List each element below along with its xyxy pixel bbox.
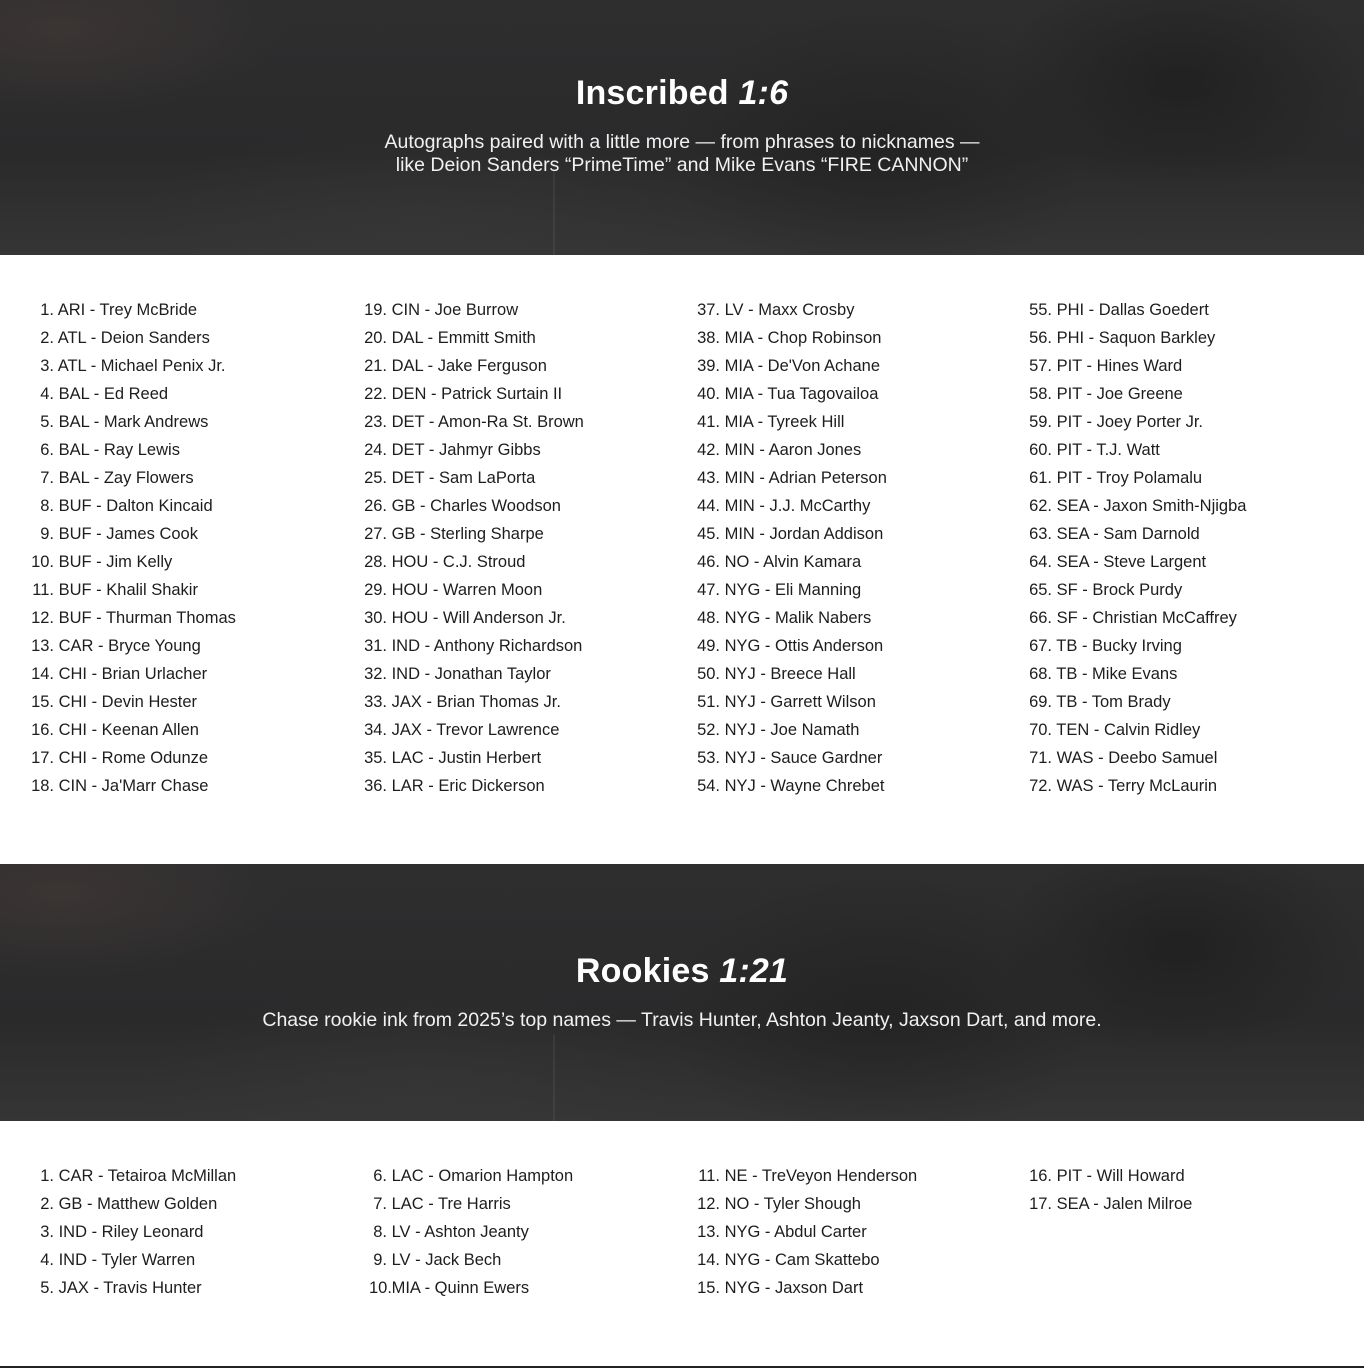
checklist-item <box>359 436 679 464</box>
checklist-item-number: 50. <box>697 665 720 683</box>
checklist-item-number: 8. <box>40 497 54 515</box>
inscribed-ratio: 1:6 <box>738 74 789 112</box>
checklist-item-player: DET - Amon-Ra St. Brown <box>391 413 584 431</box>
checklist-item-player: TB - Bucky Irving <box>1056 637 1182 655</box>
checklist-item-player: MIA - De'Von Achane <box>724 357 881 375</box>
checklist-item <box>26 296 346 324</box>
checklist-item <box>1024 436 1344 464</box>
checklist-item-player: NYJ - Wayne Chrebet <box>724 777 885 795</box>
checklist-item-player: IND - Tyler Warren <box>58 1251 196 1269</box>
checklist-item-number: 51. <box>697 693 720 711</box>
checklist-item-number: 46. <box>697 553 720 571</box>
checklist-item-player: MIN - Aaron Jones <box>724 441 862 459</box>
checklist-item-number: 34. <box>364 721 387 739</box>
checklist-item-number: 5. <box>40 1279 54 1297</box>
checklist-item-number: 68. <box>1029 665 1052 683</box>
checklist-item-player: ATL - Michael Penix Jr. <box>57 357 226 375</box>
checklist-item <box>1024 464 1344 492</box>
checklist-item-player: HOU - Will Anderson Jr. <box>391 609 566 627</box>
checklist-item <box>26 548 346 576</box>
checklist-item-number: 1. <box>40 1167 54 1185</box>
checklist-item-number: 31. <box>364 637 387 655</box>
checklist-item <box>692 1162 1012 1190</box>
checklist-item <box>1024 324 1344 352</box>
checklist-item-number: 60. <box>1029 441 1052 459</box>
checklist-item-number: 67. <box>1029 637 1052 655</box>
checklist-item <box>26 632 346 660</box>
checklist-item-number: 20. <box>364 329 387 347</box>
checklist-item-number: 44. <box>697 497 720 515</box>
checklist-item-number: 17. <box>1029 1195 1052 1213</box>
inscribed-subtitle-line-2: like Deion Sanders “PrimeTime” and Mike Evans “FIRE CANNON” <box>395 154 969 176</box>
checklist-item-player: BUF - Khalil Shakir <box>58 581 198 599</box>
checklist-item-number: 3. <box>40 1223 54 1241</box>
inscribed-subtitle-line-1: Autographs paired with a little more — from phrases to nicknames — <box>384 131 980 153</box>
inscribed-title-text: Inscribed <box>575 74 729 112</box>
checklist-item-number: 16. <box>31 721 54 739</box>
checklist-item-number: 7. <box>373 1195 387 1213</box>
checklist-item <box>692 380 1012 408</box>
checklist-item-player: DET - Jahmyr Gibbs <box>391 441 541 459</box>
checklist-item-number: 57. <box>1029 357 1052 375</box>
checklist-item-player: GB - Charles Woodson <box>391 497 561 515</box>
checklist-item <box>26 520 346 548</box>
checklist-item <box>692 660 1012 688</box>
checklist-item-player: JAX - Trevor Lawrence <box>391 721 560 739</box>
rookies-column-1 <box>26 1162 346 1302</box>
checklist-item-player: CIN - Joe Burrow <box>391 301 519 319</box>
checklist-item-player: CAR - Bryce Young <box>58 637 201 655</box>
inscribed-title <box>0 73 1364 113</box>
checklist-item <box>359 548 679 576</box>
rookies-column-2 <box>359 1162 679 1302</box>
checklist-item-number: 49. <box>697 637 720 655</box>
checklist-item-player: LV - Maxx Crosby <box>724 301 855 319</box>
checklist-item-player: SF - Christian McCaffrey <box>1056 609 1237 627</box>
rookies-title <box>0 951 1364 991</box>
checklist-item-number: 23. <box>364 413 387 431</box>
checklist-item-number: 56. <box>1029 329 1052 347</box>
checklist-item-number: 53. <box>697 749 720 767</box>
checklist-item-number: 52. <box>697 721 720 739</box>
checklist-item-number: 30. <box>364 609 387 627</box>
checklist-item-number: 66. <box>1029 609 1052 627</box>
checklist-item-number: 21. <box>364 357 387 375</box>
checklist-item <box>26 576 346 604</box>
checklist-item-player: NO - Tyler Shough <box>724 1195 861 1213</box>
checklist-item-player: WAS - Deebo Samuel <box>1056 749 1218 767</box>
checklist-item-player: BAL - Ray Lewis <box>58 441 180 459</box>
checklist-item-number: 33. <box>364 693 387 711</box>
checklist-item-number: 14. <box>31 665 54 683</box>
checklist-item-player: PIT - Hines Ward <box>1056 357 1183 375</box>
checklist-item-player: CAR - Tetairoa McMillan <box>58 1167 237 1185</box>
checklist-item-player: MIA - Quinn Ewers <box>391 1279 530 1297</box>
checklist-item <box>1024 296 1344 324</box>
checklist-item-player: NYJ - Breece Hall <box>724 665 856 683</box>
checklist-item-number: 11. <box>32 581 54 599</box>
checklist-item-number: 22. <box>364 385 387 403</box>
checklist-item-number: 37. <box>697 301 720 319</box>
checklist-item-number: 9. <box>373 1251 387 1269</box>
checklist-item-number: 14. <box>697 1251 720 1269</box>
checklist-item-number: 48. <box>697 609 720 627</box>
checklist-item <box>692 1246 1012 1274</box>
checklist-item <box>359 492 679 520</box>
checklist-item <box>359 660 679 688</box>
checklist-item-player: SEA - Sam Darnold <box>1056 525 1200 543</box>
checklist-item-number: 10. <box>31 553 54 571</box>
checklist-item-player: HOU - Warren Moon <box>391 581 543 599</box>
checklist-item-number: 4. <box>40 385 54 403</box>
checklist-item-player: MIA - Tua Tagovailoa <box>724 385 879 403</box>
checklist-item <box>692 520 1012 548</box>
checklist-item <box>26 324 346 352</box>
rookies-title-text: Rookies <box>575 952 710 990</box>
checklist-item <box>1024 604 1344 632</box>
checklist-item-player: ATL - Deion Sanders <box>57 329 210 347</box>
checklist-item-player: LAC - Justin Herbert <box>391 749 542 767</box>
checklist-item-player: ARI - Trey McBride <box>57 301 198 319</box>
checklist-item-player: LAR - Eric Dickerson <box>391 777 545 795</box>
checklist-item <box>359 520 679 548</box>
checklist-item <box>359 772 679 800</box>
checklist-item-player: IND - Jonathan Taylor <box>391 665 551 683</box>
inscribed-column-4 <box>1024 296 1344 800</box>
checklist-item-number: 47. <box>697 581 720 599</box>
checklist-item-player: GB - Sterling Sharpe <box>391 525 544 543</box>
checklist-item <box>26 380 346 408</box>
checklist-item-number: 72. <box>1029 777 1052 795</box>
checklist-item <box>26 408 346 436</box>
checklist-item <box>359 1246 679 1274</box>
checklist-item <box>26 1190 346 1218</box>
checklist-item <box>26 1274 346 1302</box>
checklist-item <box>1024 632 1344 660</box>
checklist-item-player: PHI - Dallas Goedert <box>1056 301 1209 319</box>
checklist-item <box>692 296 1012 324</box>
checklist-item-player: SEA - Jalen Milroe <box>1056 1195 1193 1213</box>
checklist-item-number: 8. <box>373 1223 387 1241</box>
checklist-item-number: 28. <box>364 553 387 571</box>
checklist-item <box>1024 660 1344 688</box>
checklist-item-player: HOU - C.J. Stroud <box>391 553 526 571</box>
checklist-item-number: 38. <box>697 329 720 347</box>
checklist-item <box>692 688 1012 716</box>
rookies-column-4 <box>1024 1162 1344 1218</box>
checklist-item <box>359 464 679 492</box>
checklist-item-number: 1. <box>40 301 54 319</box>
checklist-item-player: DET - Sam LaPorta <box>391 469 536 487</box>
checklist-item-player: NYG - Jaxson Dart <box>724 1279 864 1297</box>
checklist-item <box>359 1218 679 1246</box>
checklist-item <box>26 1162 346 1190</box>
checklist-item-player: NYG - Cam Skattebo <box>724 1251 880 1269</box>
checklist-item-number: 13. <box>31 637 54 655</box>
rookies-subtitle: Chase rookie ink from 2025’s top names — Travis Hunter, Ashton Jeanty, Jaxson Dart, and more. <box>262 1009 1102 1031</box>
checklist-item-player: NE - TreVeyon Henderson <box>724 1167 918 1185</box>
checklist-item <box>692 632 1012 660</box>
checklist-item <box>26 492 346 520</box>
checklist-item-number: 43. <box>697 469 720 487</box>
checklist-item-number: 59. <box>1029 413 1052 431</box>
checklist-item <box>692 464 1012 492</box>
checklist-item-player: NYJ - Joe Namath <box>724 721 860 739</box>
checklist-item-player: CIN - Ja'Marr Chase <box>58 777 209 795</box>
checklist-item-number: 29. <box>364 581 387 599</box>
checklist-item-player: PIT - Troy Polamalu <box>1056 469 1203 487</box>
checklist-item-player: BUF - Thurman Thomas <box>58 609 236 627</box>
checklist-item-number: 19. <box>364 301 387 319</box>
checklist-item-player: PIT - T.J. Watt <box>1056 441 1160 459</box>
checklist-item-player: CHI - Rome Odunze <box>58 749 209 767</box>
checklist-item-number: 16. <box>1029 1167 1052 1185</box>
checklist-item-player: GB - Matthew Golden <box>58 1195 218 1213</box>
checklist-item-player: BUF - Jim Kelly <box>58 553 173 571</box>
checklist-item-player: JAX - Brian Thomas Jr. <box>391 693 561 711</box>
checklist-item-number: 36. <box>364 777 387 795</box>
checklist-item-player: CHI - Brian Urlacher <box>58 665 208 683</box>
checklist-item <box>359 1162 679 1190</box>
checklist-item-number: 26. <box>364 497 387 515</box>
checklist-item <box>692 492 1012 520</box>
checklist-item-player: PIT - Joe Greene <box>1056 385 1183 403</box>
checklist-item <box>1024 1190 1344 1218</box>
checklist-item-number: 45. <box>697 525 720 543</box>
checklist-item-number: 15. <box>697 1279 720 1297</box>
checklist-item-player: IND - Riley Leonard <box>58 1223 204 1241</box>
checklist-item <box>26 772 346 800</box>
checklist-item-number: 18. <box>31 777 54 795</box>
checklist-item-number: 12. <box>697 1195 720 1213</box>
checklist-item-player: BAL - Zay Flowers <box>58 469 194 487</box>
checklist-item-player: JAX - Travis Hunter <box>58 1279 202 1297</box>
checklist-item <box>692 744 1012 772</box>
checklist-item <box>26 464 346 492</box>
checklist-item-player: WAS - Terry McLaurin <box>1056 777 1218 795</box>
checklist-item <box>692 576 1012 604</box>
checklist-item <box>692 1274 1012 1302</box>
checklist-item-number: 32. <box>364 665 387 683</box>
checklist-item <box>692 436 1012 464</box>
rookies-column-3 <box>692 1162 1012 1302</box>
checklist-item-number: 42. <box>697 441 720 459</box>
checklist-item-player: PHI - Saquon Barkley <box>1056 329 1216 347</box>
checklist-item-number: 69. <box>1029 693 1052 711</box>
checklist-item-player: TEN - Calvin Ridley <box>1056 721 1201 739</box>
checklist-item <box>692 772 1012 800</box>
checklist-item <box>359 408 679 436</box>
checklist-item-player: PIT - Will Howard <box>1056 1167 1185 1185</box>
checklist-item-player: LAC - Tre Harris <box>391 1195 511 1213</box>
checklist-item-player: NYJ - Garrett Wilson <box>724 693 876 711</box>
checklist-item-number: 62. <box>1029 497 1052 515</box>
checklist-item-number: 24. <box>364 441 387 459</box>
checklist-item-player: LV - Ashton Jeanty <box>391 1223 529 1241</box>
checklist-item-player: MIA - Chop Robinson <box>724 329 882 347</box>
checklist-item <box>1024 352 1344 380</box>
checklist-item <box>359 1274 679 1302</box>
checklist-item <box>26 660 346 688</box>
checklist-item-number: 12. <box>31 609 54 627</box>
checklist-item-player: NYG - Eli Manning <box>724 581 862 599</box>
checklist-item-player: BAL - Mark Andrews <box>58 413 209 431</box>
checklist-item-player: TB - Mike Evans <box>1056 665 1178 683</box>
inscribed-hero <box>0 0 1364 255</box>
inscribed-column-1 <box>26 296 346 800</box>
checklist-item <box>26 744 346 772</box>
checklist-item <box>26 1246 346 1274</box>
checklist-item-player: BAL - Ed Reed <box>58 385 169 403</box>
checklist-item <box>1024 380 1344 408</box>
inscribed-subtitle <box>0 131 1364 177</box>
checklist-item <box>359 380 679 408</box>
checklist-item-number: 39. <box>697 357 720 375</box>
checklist-item-player: SF - Brock Purdy <box>1056 581 1183 599</box>
checklist-item-number: 35. <box>364 749 387 767</box>
checklist-item-player: NYG - Abdul Carter <box>724 1223 867 1241</box>
checklist-item <box>26 716 346 744</box>
checklist-item-player: TB - Tom Brady <box>1056 693 1171 711</box>
checklist-item <box>359 716 679 744</box>
checklist-item-player: MIA - Tyreek Hill <box>724 413 845 431</box>
checklist-item-number: 6. <box>373 1167 387 1185</box>
checklist-item <box>1024 520 1344 548</box>
checklist-item-player: LAC - Omarion Hampton <box>391 1167 574 1185</box>
checklist-item <box>359 744 679 772</box>
checklist-item-player: NYJ - Sauce Gardner <box>724 749 883 767</box>
checklist-item-player: MIN - Adrian Peterson <box>724 469 887 487</box>
checklist-item-number: 64. <box>1029 553 1052 571</box>
checklist-item-number: 2. <box>40 1195 54 1213</box>
checklist-item-number: 6. <box>40 441 54 459</box>
checklist-item <box>692 408 1012 436</box>
checklist-item <box>1024 688 1344 716</box>
checklist-item <box>692 716 1012 744</box>
checklist-item-player: NYG - Ottis Anderson <box>724 637 884 655</box>
checklist-item-player: IND - Anthony Richardson <box>391 637 583 655</box>
checklist-item <box>692 352 1012 380</box>
checklist-item <box>26 352 346 380</box>
checklist-item-number: 15. <box>31 693 54 711</box>
checklist-item-player: DEN - Patrick Surtain II <box>391 385 563 403</box>
checklist-item-number: 2. <box>40 329 54 347</box>
checklist-item <box>1024 408 1344 436</box>
checklist-item <box>359 604 679 632</box>
checklist-item <box>1024 744 1344 772</box>
checklist-item-player: SEA - Jaxon Smith-Njigba <box>1056 497 1247 515</box>
checklist-item-number: 11. <box>698 1167 720 1185</box>
checklist-item-number: 9. <box>40 525 54 543</box>
checklist-item <box>359 296 679 324</box>
checklist-item-number: 65. <box>1029 581 1052 599</box>
checklist-item <box>692 324 1012 352</box>
checklist-item-number: 61. <box>1029 469 1052 487</box>
checklist-item <box>359 576 679 604</box>
checklist-item <box>692 548 1012 576</box>
checklist-item-player: CHI - Devin Hester <box>58 693 198 711</box>
checklist-item-number: 63. <box>1029 525 1052 543</box>
checklist-item <box>359 688 679 716</box>
checklist-item-number: 3. <box>40 357 54 375</box>
checklist-item-player: LV - Jack Bech <box>391 1251 502 1269</box>
checklist-item-player: DAL - Jake Ferguson <box>391 357 547 375</box>
checklist-item <box>1024 492 1344 520</box>
checklist-item-player: NYG - Malik Nabers <box>724 609 872 627</box>
checklist-item-number: 27. <box>364 525 387 543</box>
inscribed-column-3 <box>692 296 1012 800</box>
checklist-item-player: MIN - J.J. McCarthy <box>724 497 871 515</box>
checklist-item <box>1024 716 1344 744</box>
checklist-item-number: 5. <box>40 413 54 431</box>
checklist-item-number: 10. <box>369 1279 392 1297</box>
checklist-item-number: 70. <box>1029 721 1052 739</box>
checklist-item <box>692 1190 1012 1218</box>
checklist-item-number: 13. <box>697 1223 720 1241</box>
checklist-item-number: 71. <box>1029 749 1052 767</box>
checklist-item-number: 17. <box>31 749 54 767</box>
checklist-item <box>26 604 346 632</box>
rookies-hero <box>0 864 1364 1121</box>
checklist-item <box>692 604 1012 632</box>
checklist-item <box>26 688 346 716</box>
checklist-item-player: MIN - Jordan Addison <box>724 525 884 543</box>
checklist-item-number: 7. <box>40 469 54 487</box>
checklist-item-player: NO - Alvin Kamara <box>724 553 862 571</box>
checklist-item <box>692 1218 1012 1246</box>
checklist-item-player: CHI - Keenan Allen <box>58 721 199 739</box>
checklist-item <box>359 632 679 660</box>
checklist-item-number: 40. <box>697 385 720 403</box>
rookies-ratio: 1:21 <box>719 952 789 990</box>
checklist-item-player: BUF - Dalton Kincaid <box>58 497 213 515</box>
checklist-item <box>26 436 346 464</box>
inscribed-column-2 <box>359 296 679 800</box>
checklist-item-number: 58. <box>1029 385 1052 403</box>
checklist-item <box>26 1218 346 1246</box>
checklist-item <box>1024 576 1344 604</box>
checklist-item-number: 41. <box>697 413 720 431</box>
checklist-item-number: 4. <box>40 1251 54 1269</box>
checklist-item-player: DAL - Emmitt Smith <box>391 329 536 347</box>
checklist-item-number: 54. <box>697 777 720 795</box>
checklist-item <box>359 324 679 352</box>
checklist-item-number: 55. <box>1029 301 1052 319</box>
checklist-item <box>359 1190 679 1218</box>
checklist-item-player: PIT - Joey Porter Jr. <box>1056 413 1203 431</box>
checklist-item-number: 25. <box>364 469 387 487</box>
checklist-item <box>359 352 679 380</box>
checklist-item <box>1024 1162 1344 1190</box>
checklist-item-player: BUF - James Cook <box>58 525 198 543</box>
checklist-item <box>1024 548 1344 576</box>
checklist-item-player: SEA - Steve Largent <box>1056 553 1207 571</box>
checklist-item <box>1024 772 1344 800</box>
